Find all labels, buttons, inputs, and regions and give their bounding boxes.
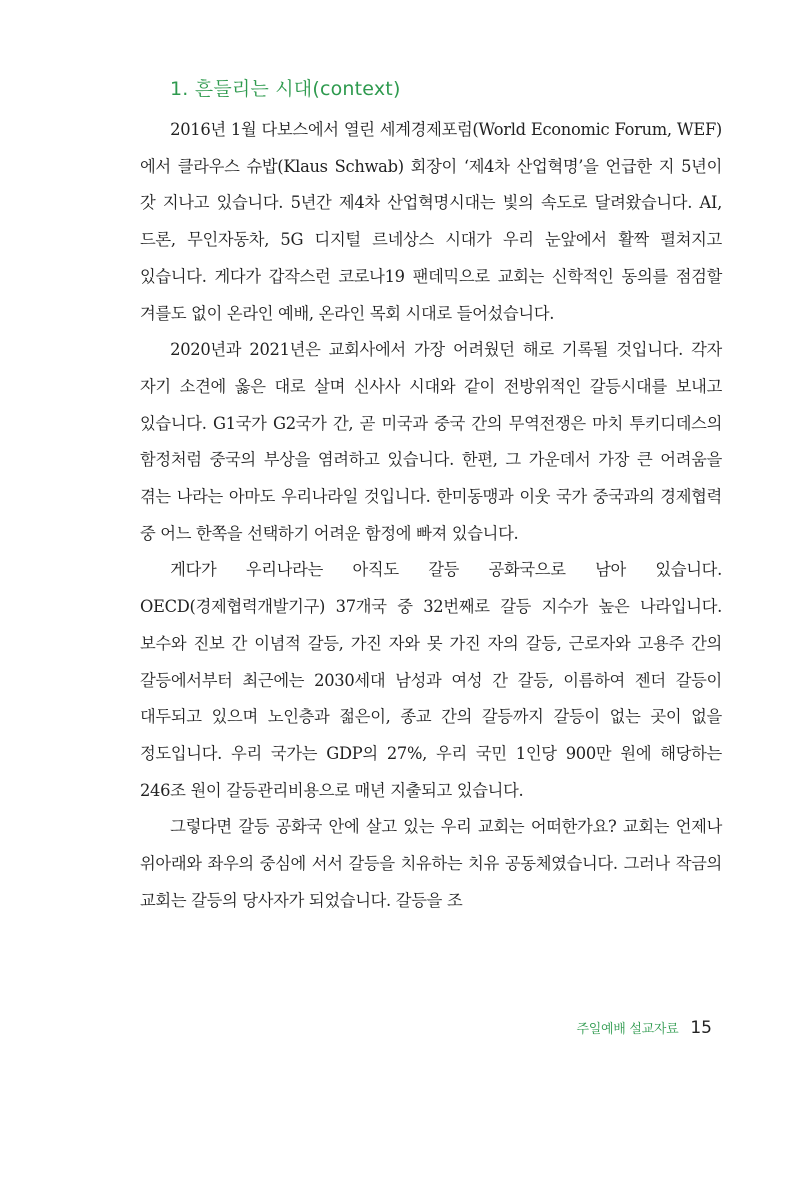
page-footer: [576, 1018, 712, 1038]
running-footer-title: 주일예배 설교자료: [576, 1022, 679, 1037]
paragraph-3: 게다가 우리나라는 아직도 갈등 공화국으로 남아 있습니다. OECD(경제협력개발기구) 37개국 중 32번째로 갈등 지수가 높은 나라입니다. 보수와 진보 간 이념적 갈등, 가진 자와 못 가진 자의 갈등, 근로자와 고용주 간의 갈등에서부터 최근에는 2030세대 남성과 여성 간 갈등, 이름하여 젠더 갈등이 대두되고 있으며 노인층과 젊은이, 종교 간의 갈등까지 갈등이 없는 곳이 없을 정도입니다. 우리 국가는 GDP의 27%, 우리 국민 1인당 900만 원에 해당하는 246조 원이 갈등관리비용으로 매년 지출되고 있습니다.: [140, 560, 722, 800]
page-number: 15: [690, 1018, 712, 1038]
paragraph-2: 2020년과 2021년은 교회사에서 가장 어려웠던 해로 기록될 것입니다. 각자 자기 소견에 옳은 대로 살며 신사사 시대와 같이 전방위적인 갈등시대를 보내고 있습니다. G1국가 G2국가 간, 곧 미국과 중국 간의 무역전쟁은 마치 투키디데스의 함정처럼 중국의 부상을 염려하고 있습니다. 한편, 그 가운데서 가장 큰 어려움을 겪는 나라는 아마도 우리나라일 것입니다. 한미동맹과 이웃 국가 중국과의 경제협력 중 어느 한쪽을 선택하기 어려운 함정에 빠져 있습니다.: [140, 340, 722, 543]
paragraph-1: 2016년 1월 다보스에서 열린 세계경제포럼(World Economic Forum, WEF)에서 클라우스 슈밥(Klaus Schwab) 회장이 ‘제4차 산업혁명’을 언급한 지 5년이 갓 지나고 있습니다. 5년간 제4차 산업혁명시대는 빛의 속도로 달려왔습니다. AI, 드론, 무인자동차, 5G 디지털 르네상스 시대가 우리 눈앞에서 활짝 펼쳐지고 있습니다. 게다가 갑작스런 코로나19 팬데믹으로 교회는 신학적인 동의를 점검할 겨를도 없이 온라인 예배, 온라인 목회 시대로 들어섰습니다.: [140, 120, 722, 323]
paragraph-4: 그렇다면 갈등 공화국 안에 살고 있는 우리 교회는 어떠한가요? 교회는 언제나 위아래와 좌우의 중심에 서서 갈등을 치유하는 치유 공동체였습니다. 그러나 작금의 교회는 갈등의 당사자가 되었습니다. 갈등을 조: [140, 817, 722, 910]
section-heading: 1. 흔들리는 시대(context): [170, 78, 401, 100]
body-text: [140, 112, 722, 919]
